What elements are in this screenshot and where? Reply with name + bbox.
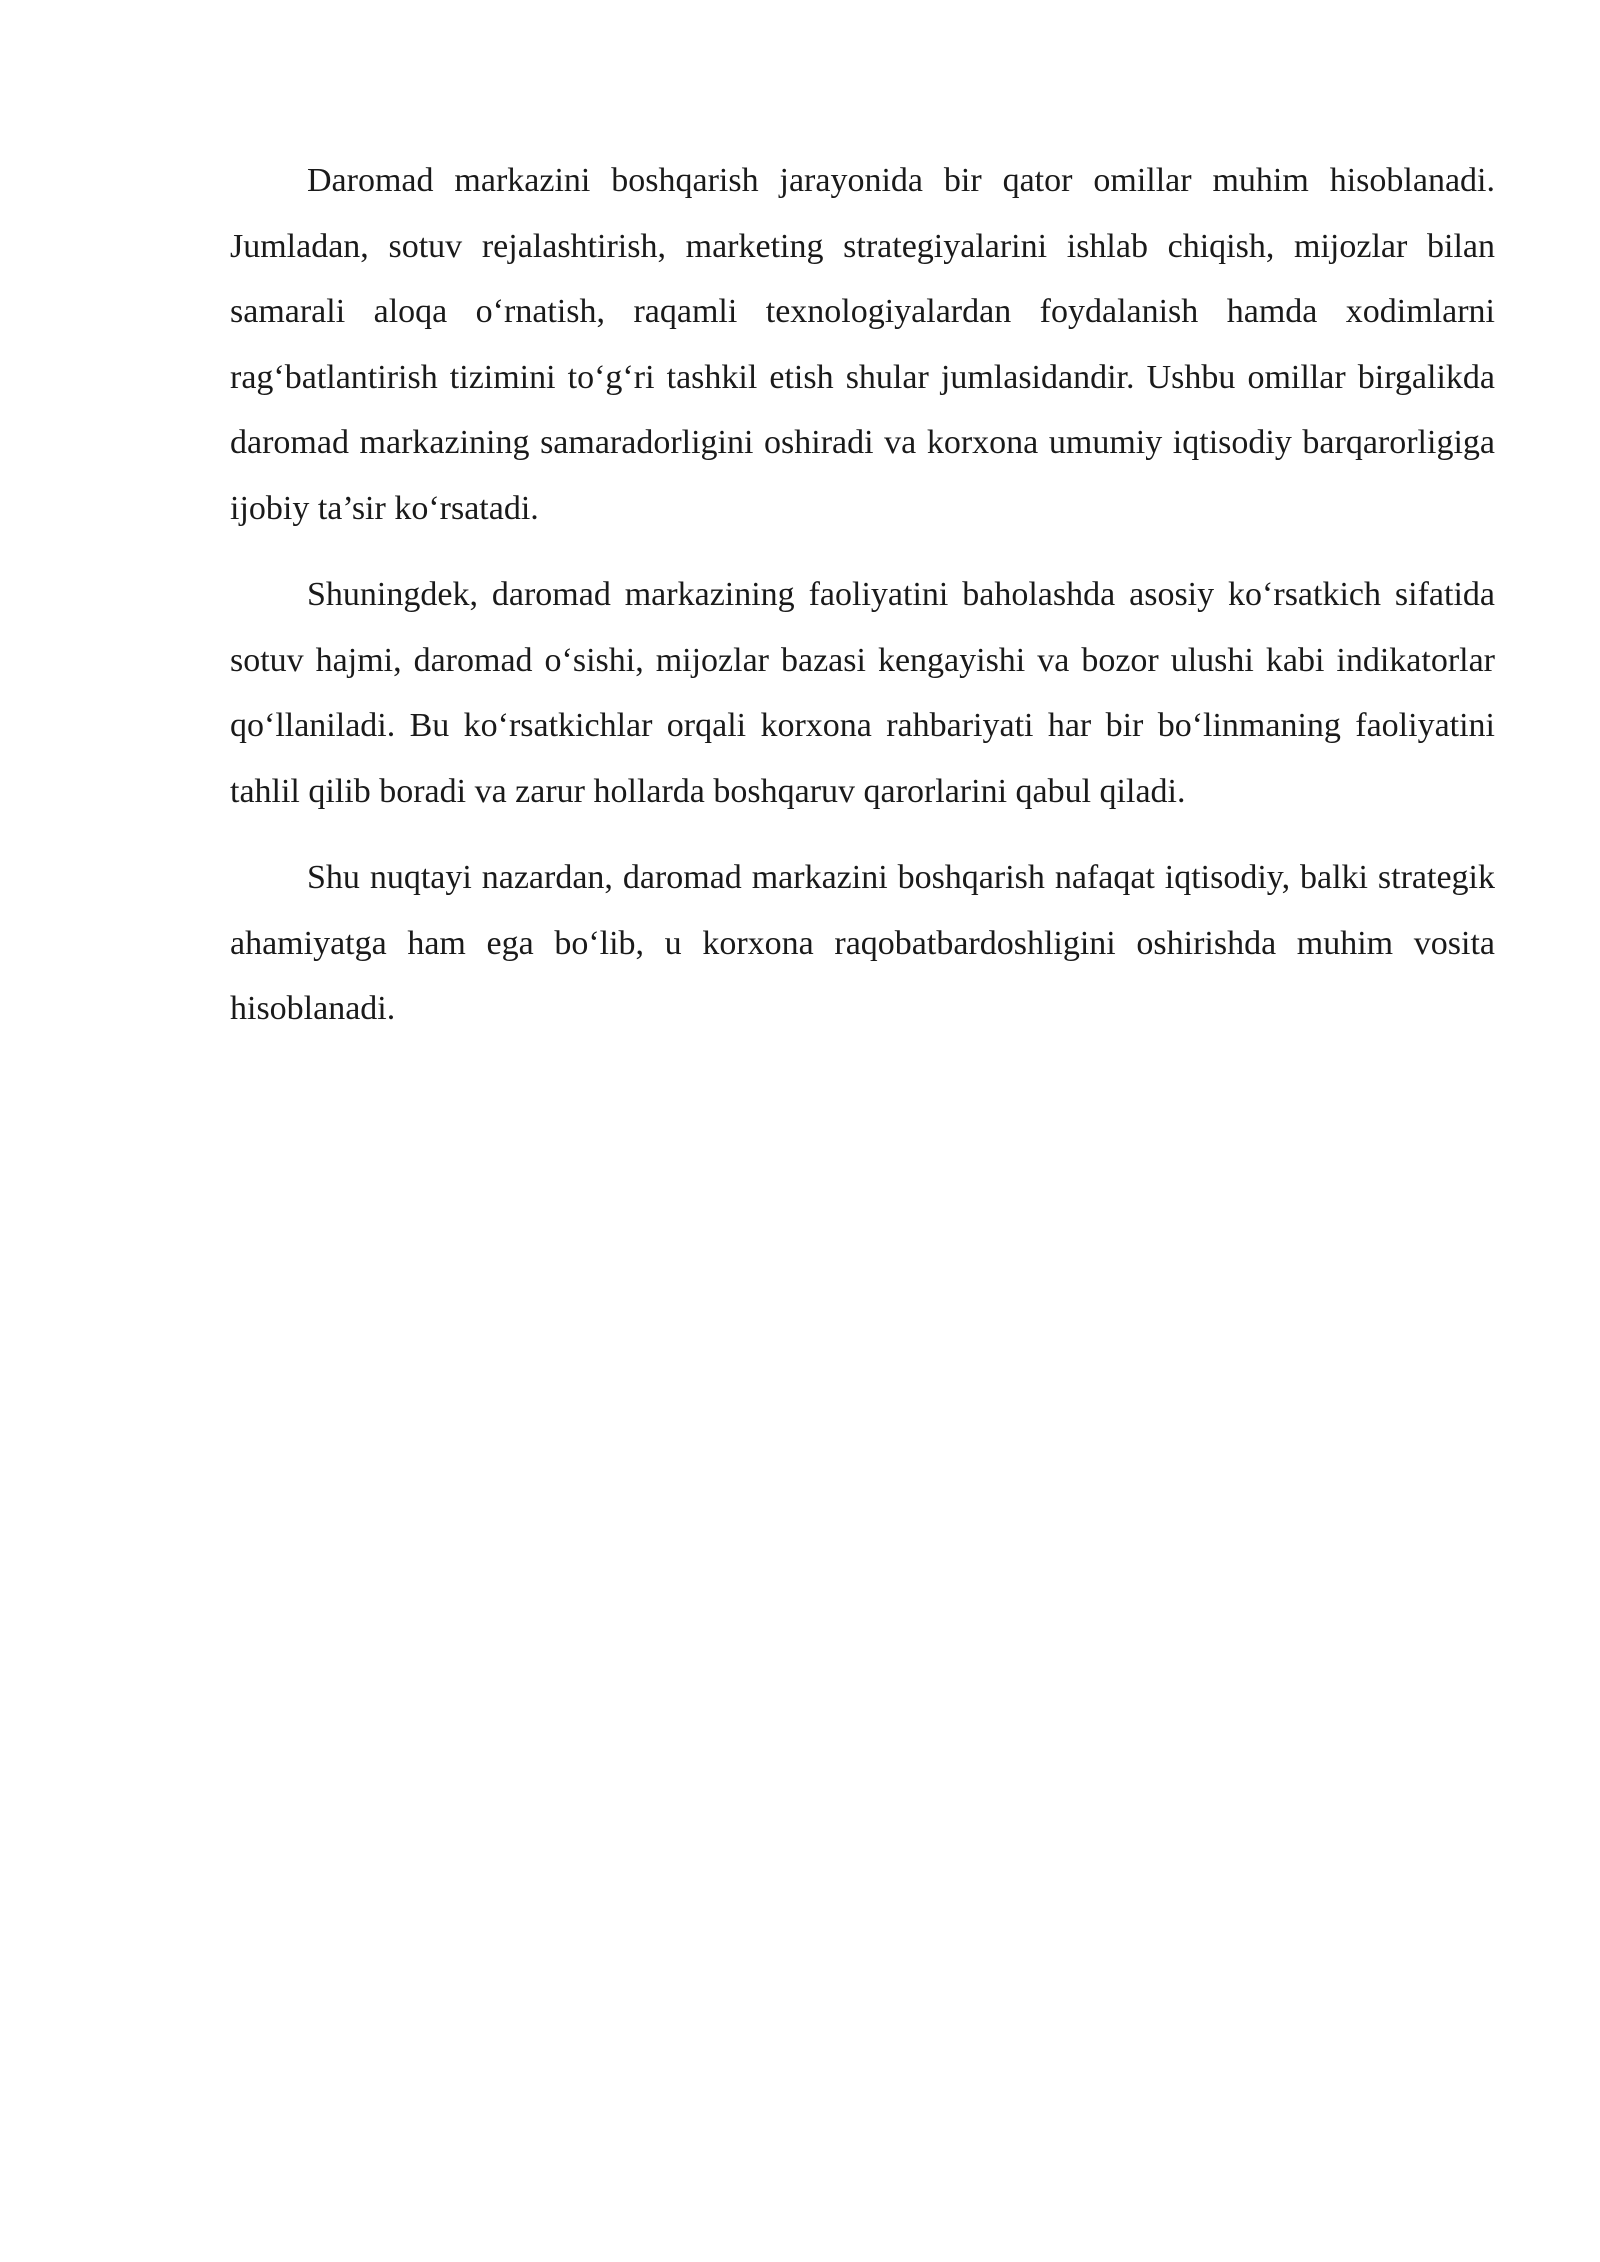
- document-body: [230, 148, 1495, 1063]
- paragraph-2: Shuningdek, daromad markazining faoliyatini baholashda asosiy ko‘rsatkich sifatida sotuv hajmi, daromad o‘sishi, mijozlar bazasi kengayishi va bozor ulushi kabi indikatorlar qo‘llaniladi. Bu ko‘rsatkichlar orqali korxona rahbariyati har bir bo‘linmaning faoliyatini tahlil qilib boradi va zarur hollarda boshqaruv qarorlarini qabul qiladi.: [230, 576, 1495, 810]
- paragraph-1: Daromad markazini boshqarish jarayonida bir qator omillar muhim hisoblanadi. Jumladan, sotuv rejalashtirish, marketing strategiyalarini ishlab chiqish, mijozlar bilan samarali aloqa o‘rnatish, raqamli texnologiyalardan foydalanish hamda xodimlarni rag‘batlantirish tizimini to‘g‘ri tashkil etish shular jumlasidandir. Ushbu omillar birgalikda daromad markazining samaradorligini oshiradi va korxona umumiy iqtisodiy barqarorligiga ijobiy ta’sir ko‘rsatadi.: [230, 162, 1495, 527]
- paragraph-3: Shu nuqtayi nazardan, daromad markazini boshqarish nafaqat iqtisodiy, balki strategik ahamiyatga ham ega bo‘lib, u korxona raqobatbardoshligini oshirishda muhim vosita hisoblanadi.: [230, 859, 1495, 1027]
